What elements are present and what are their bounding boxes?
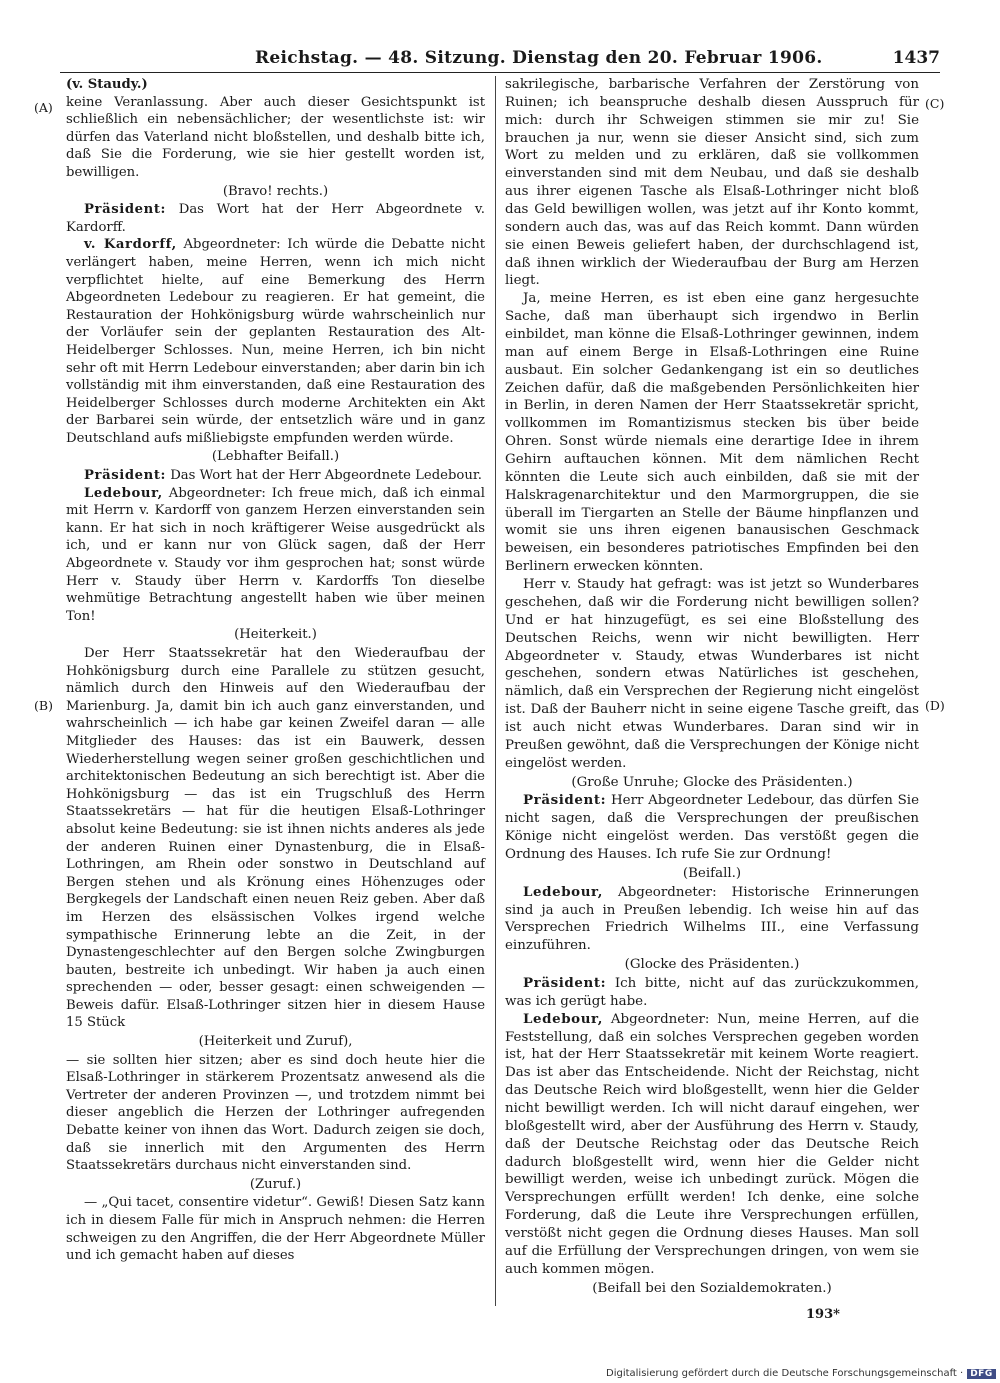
- paragraph: — „Qui tacet, consentire videtur“. Gewiß! Diesen Satz kann ich in diesem Falle für mich in Anspruch nehmen: die Herren schweigen zu den Angriffen, die der Herr Abgeordnete Müller und ich gemacht haben auf dieses: [66, 1195, 485, 1264]
- left-column: [66, 76, 485, 1265]
- reaction: (Beifall.): [682, 865, 742, 881]
- paragraph: Herr v. Staudy hat gefragt: was ist jetzt so Wunderbares geschehen, daß wir die Forderung nicht bewilligen sollen? Und er hat hinzugefügt, es sei eine Bloßstellung des Deutschen Reichs, wenn wir nicht bewilligten. Herr Abgeordneter v. Staudy, etwas Wunderbares ist nicht geschehen, sondern etwas Natürliches ist geschehen, nämlich, daß ein Versprechen der Regierung nicht eingelöst ist. Daß der Bauherr nicht in seine eigene Tasche greift, das ist auch nicht etwas Wunderbares. Daran sind wir in Preußen gewöhnt, daß die Versprechungen der Könige nicht eingelöst werden.: [505, 577, 919, 771]
- speaker-name: Präsident:: [84, 468, 167, 484]
- speech-text: Herr Abgeordneter Ledebour, das dürfen Sie nicht sagen, daß die Versprechungen der preußischen Könige nicht eingelöst werden. Das verstößt gegen die Ordnung des Hauses. Ich rufe Sie zur Ordnung!: [505, 793, 919, 862]
- reaction: (Lebhafter Beifall.): [211, 449, 340, 465]
- speech-text: Abgeordneter: Ich freue mich, daß ich einmal mit Herrn v. Kardorff von ganzem Herzen einverstanden sein kann. Er hat sich in noch kräftigerer Weise ausgedrückt als ich, und er kann nur von Glück sagen, daß der Herr Abgeordnete v. Staudy vor ihm gesprochen hat; sonst würde Herr v. Staudy über Herrn v. Kardorffs Ton dieselbe wehmütige Betrachtung angestellt haben wie über meinen Ton!: [66, 485, 485, 624]
- running-speaker: (v. Staudy.): [66, 77, 148, 92]
- speaker-name: Ledebour,: [84, 485, 163, 501]
- speech-text: Ich bitte, nicht auf das zurückzukommen, was ich gerügt habe.: [505, 975, 919, 1009]
- speaker-name: Präsident:: [84, 202, 167, 218]
- speech-block: [505, 975, 919, 1011]
- speaker-name: Ledebour,: [523, 883, 603, 900]
- speech-block: [66, 236, 485, 447]
- speaker-name: Ledebour,: [523, 1010, 603, 1027]
- paragraph: — sie sollten hier sitzen; aber es sind doch heute hier die Elsaß-Lothringer in stärkerem Prozentsatz anwesend als die Vertreter der anderen Provinzen —, und trotzdem nimmt bei dieser angeblich die Herzen der Lothringer aufregenden Debatte keiner von ihnen das Wort. Dadurch zeigen sie doch, daß sie innerlich mit den Argumenten des Herrn Staatssekretärs durchaus nicht einverstanden sind.: [66, 1052, 485, 1174]
- speech-block: [505, 792, 919, 863]
- footer-text: Digitalisierung gefördert durch die Deutsche Forschungsgemeinschaft ·: [606, 1368, 964, 1379]
- reaction: (Zuruf.): [249, 1176, 302, 1192]
- paragraph: Ja, meine Herren, es ist eben eine ganz hergesuchte Sache, daß man überhaupt sich irgendwo in Berlin einbildet, man könne die Elsaß-Lothringer gewinnen, indem man auf einem Berge in Elsaß-Lothringen eine Ruine ausbaut. Ein solcher Gedankengang ist ein so deutliches Zeichen dafür, daß die maßgebenden Persönlichkeiten hier in Berlin, in deren Namen der Herr Staatssekretär spricht, vollkommen im Romantizismus stecken bis über beide Ohren. Sonst würde niemals eine derartige Idee in ihrem Gehirn auftauchen können. Mit dem nämlichen Recht könnten die Leute sich auch einbilden, daß sie mit der Halskragenarchitektur und den Marmorgruppen, die sie überall im Tiergarten an Stelle der Bäume hinpflanzen und womit sie uns ihren eigenen banausischen Geschmack beweisen, ein besonderes patriotisches Empfinden bei den Berlinern erwecken könnten.: [505, 291, 919, 575]
- margin-mark-c: (C): [925, 96, 945, 111]
- reaction: (Große Unruhe; Glocke des Präsidenten.): [571, 774, 853, 790]
- page-number: 1437: [892, 48, 940, 68]
- speech-text: Das Wort hat der Herr Abgeordnete Ledebour.: [166, 468, 482, 484]
- reaction: (Beifall bei den Sozialdemokraten.): [592, 1280, 832, 1296]
- speech-block: [505, 884, 919, 955]
- margin-mark-d: (D): [925, 698, 945, 713]
- margin-mark-a: (A): [34, 100, 53, 115]
- digitization-footer: [606, 1368, 996, 1379]
- speech-text: Abgeordneter: Nun, meine Herren, auf die Feststellung, daß ein solches Versprechen gegeben worden ist, hat der Herr Staatssekretär mit keinem Worte reagiert. Das ist aber das Entscheidende. Nicht der Reichstag, nicht das Deutsche Reich wird bloßgestellt, wenn hier die Gelder nicht bewilligt werden. Ich will nicht darauf eingehen, wer bloßgestellt wird, aber der Ausführung des Herrn v. Staudy, daß der Deutsche Reichstag oder das Deutsche Reich dadurch bloßgestellt wird, wenn hier die Gelder nicht bewilligt werden, weise ich unbedingt zurück. Mögen die Versprechungen erfüllt werden! Ich denke, eine solche Forderung, daß die Leute ihre Versprechungen erfüllen, verstößt nicht gegen die Ordnung dieses Hauses. Man soll auf die Erfüllung der Versprechungen dringen, von wem sie auch kommen mögen.: [505, 1011, 919, 1277]
- speech-block: [66, 201, 485, 236]
- column-divider: [495, 76, 496, 1306]
- sheet-signature: 193*: [806, 1307, 840, 1322]
- dfg-logo: DFG: [967, 1369, 996, 1379]
- paragraph: Der Herr Staatssekretär hat den Wiederaufbau der Hohkönigsburg durch eine Parallele zu stützen gesucht, nämlich durch den Hinweis auf den Wiederaufbau der Marienburg. Ja, damit bin ich auch ganz einverstanden, und wahrscheinlich — ich habe gar keinen Zweifel daran — alle Mitglieder des Hauses: das ist ein Bauwerk, dessen Wiederherstellung wegen seiner großen geschichtlichen und architektonischen Bedeutung an sich berechtigt ist. Aber die Hohkönigsburg — das ist ein Trugschluß des Herrn Staatssekretärs — hat für die heutigen Elsaß-Lothringer absolut keine Bedeutung: sie ist ihnen nichts anderes als jede der anderen Ruinen einer Dynastenburg, die in Elsaß-Lothringen, am Rhein oder sonstwo in Deutschland auf Bergen stehen und als Krönung eines Höhenzuges oder Bergkegels der Landschaft einen neuen Reiz geben. Aber daß im Herzen des elsässischen Volkes irgend welche sympathische Erinnerung lebte an die Zeit, in der Dynastengeschlechter auf den Bergen solche Zwingburgen bauten, bestreite ich unbedingt. Wir haben ja auch einen sprechenden — oder, besser gesagt: einen schweigenden — Beweis dafür. Elsaß-Lothringer sitzen hier in diesem Hause 15 Stück: [66, 646, 485, 1031]
- page-header: [60, 46, 940, 73]
- speech-block: [66, 467, 485, 485]
- reaction: (Heiterkeit und Zuruf),: [198, 1034, 353, 1050]
- speech-text: Das Wort hat der Herr Abgeordnete v. Kardorff.: [66, 202, 485, 235]
- reaction: (Glocke des Präsidenten.): [624, 957, 800, 973]
- reaction: (Bravo! rechts.): [222, 183, 329, 199]
- speaker-name: Präsident:: [523, 792, 607, 809]
- margin-mark-b: (B): [34, 698, 53, 713]
- right-column: [505, 76, 919, 1298]
- paragraph: sakrilegische, barbarische Verfahren der Zerstörung von Ruinen; ich beanspruche deshalb diesen Ausspruch für mich: durch ihr Schweigen stimmen sie mir zu! Sie brauchen ja nur, wenn sie dieser Ansicht sind, sich zum Wort zu melden und zu erklären, daß sie vollkommen einverstanden sind mit dem Neubau, und daß sie deshalb aus ihrer eigenen Tasche als Elsaß-Lothringer nicht bloß das Geld bewilligen wollen, was jetzt auf ihr Konto kommt, sondern auch das, was auf das Reich kommt. Dann würden sie einen Beweis geliefert haben, der durchschlagend ist, daß ihnen wirklich der Wiederaufbau der Burg am Herzen liegt.: [505, 77, 919, 289]
- speech-text: Abgeordneter: Historische Erinnerungen sind ja auch in Preußen lebendig. Ich weise hin auf das Versprechen Friedrich Wilhelms III., eine Verfassung einzuführen.: [505, 884, 919, 954]
- reaction: (Heiterkeit.): [234, 627, 317, 643]
- paragraph: keine Veranlassung. Aber auch dieser Gesichtspunkt ist schließlich ein nebensächlicher; der wesentlichste ist: wir dürfen das Vaterland nicht bloßstellen, und deshalb bitte ich, daß Sie die Forderung, wie sie hier gestellt worden ist, bewilligen.: [66, 94, 485, 180]
- speech-block: [505, 1011, 919, 1279]
- speaker-name: Präsident:: [523, 974, 607, 991]
- header-title: Reichstag. — 48. Sitzung. Dienstag den 20. Februar 1906.: [255, 48, 823, 68]
- speaker-name: v. Kardorff,: [84, 237, 177, 253]
- speech-text: Abgeordneter: Ich würde die Debatte nicht verlängert haben, meine Herren, wenn ich mich nicht verpflichtet hielte, auf eine Bemerkung des Herrn Abgeordneten Ledebour zu reagieren. Er hat gemeint, die Restauration der Hohkönigsburg würde wahrscheinlich nur der Vorläufer sein der geplanten Restauration des Alt-Heidelberger Schlosses. Nun, meine Herren, ich bin nicht sehr oft mit Herrn Ledebour einverstanden; aber darin bin ich vollständig mit ihm einverstanden, daß eine Restauration des Heidelberger Schlosses durch moderne Architekten ein Akt der Barbarei sein würde, der entsetzlich wäre und in ganz Deutschland aufs mißliebigste empfunden werden würde.: [66, 237, 485, 446]
- speech-block: [66, 485, 485, 626]
